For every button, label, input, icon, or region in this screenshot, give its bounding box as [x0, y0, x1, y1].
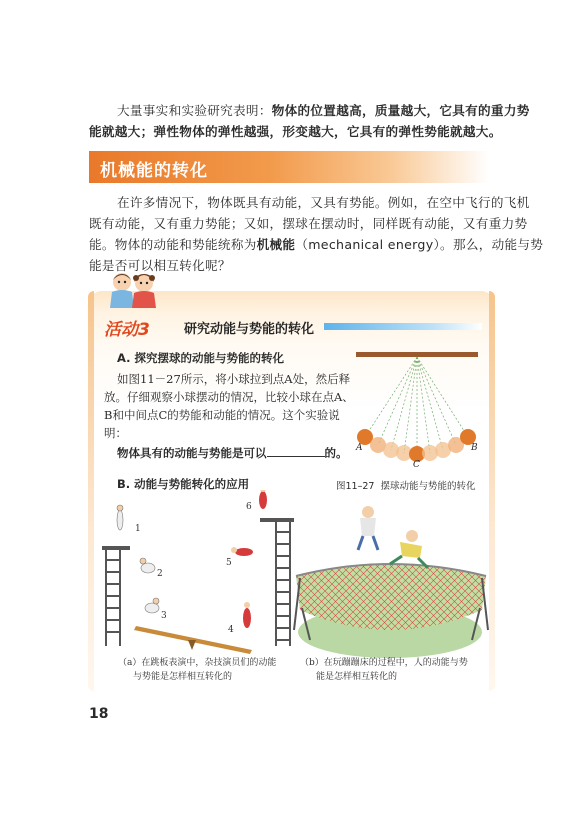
page-number: 18: [89, 706, 109, 722]
section-title: 机械能的转化: [100, 161, 208, 181]
activity-number: 活动3: [104, 320, 150, 340]
part-a-line-1: 如图11－27所示，将小球拉到点A处，然后释: [117, 372, 351, 386]
left-ladder: [106, 548, 120, 646]
pendulum-figure: [346, 348, 486, 473]
caption-a-line-1: （a）在跳板表演中，杂技演员们的动能: [118, 658, 277, 668]
body-line-2: 既有动能，又有重力势能；又如，摆球在摆动时，同样既有动能，又有重力势: [89, 216, 528, 231]
body-line-3-a: 能。物体的动能和势能统称为: [89, 237, 257, 252]
acrobat-number-6: 6: [246, 502, 252, 512]
caption-b-line-2: 能是怎样相互转化的: [316, 672, 398, 682]
part-a-heading: A. 探究摆球的动能与势能的转化: [117, 351, 284, 365]
acrobat-springboard-illustration: [100, 490, 300, 658]
intro-bold: 物体的位置越高，质量越大，它具有的重力势: [271, 103, 530, 118]
caption-b-line-1: （b）在玩蹦蹦床的过程中，人的动能与势: [300, 658, 468, 668]
part-a-conclusion: [117, 444, 348, 461]
body-line-3: [89, 234, 543, 255]
acrobat-number-2: 2: [157, 569, 163, 579]
activity-title: 研究动能与势能的转化: [184, 322, 315, 337]
activity-card-edge-left: [88, 291, 94, 691]
pendulum-balls: [357, 429, 476, 462]
acrobat-number-1: 1: [135, 524, 141, 534]
jumping-children: [358, 506, 428, 568]
figure-caption-11-27: [336, 478, 476, 492]
intro-line-1: [117, 100, 530, 121]
body-line-1: 在许多情况下，物体既具有动能，又具有势能。例如，在空中飞行的飞机: [117, 195, 530, 210]
fill-in-blank: [267, 444, 325, 457]
part-a-line-3: B和中间点C的势能和动能的情况。这个实验说: [104, 408, 340, 422]
caption-a-line-2: 与势能是怎样相互转化的: [133, 672, 233, 682]
acrobat-figures: [117, 490, 267, 628]
figure-caption-text: 摆球动能与势能的转化: [380, 481, 476, 492]
point-c-label: C: [413, 460, 420, 470]
conclusion-text: 物体具有的动能与势能是可以: [117, 446, 267, 460]
part-a-line-2: 放。仔细观察小球摆动的情况，比较小球在点A、: [104, 390, 354, 404]
trampoline-illustration: [290, 500, 490, 658]
acrobat-number-5: 5: [226, 558, 232, 568]
figure-number: 图11–27: [336, 481, 375, 492]
right-ladder: [276, 520, 290, 646]
point-b-label: B: [471, 443, 478, 453]
intro-line-2: 能就越大；弹性物体的弹性越强，形变越大，它具有的弹性势能就越大。: [89, 124, 502, 139]
term-mechanical-energy: 机械能: [256, 237, 296, 252]
pendulum-support-beam: [356, 352, 478, 357]
body-line-4: 能是否可以相互转化呢？: [89, 258, 231, 273]
acrobat-number-3: 3: [161, 611, 167, 621]
point-a-label: A: [356, 443, 363, 453]
body-line-3-b: （mechanical energy）。那么，动能与势: [295, 237, 544, 252]
kids-mascot-illustration: [104, 268, 164, 310]
intro-plain: 大量事实和实验研究表明：: [117, 103, 272, 118]
activity-title-bar: [324, 323, 482, 330]
part-a-line-4: 明：: [104, 426, 127, 440]
acrobat-number-4: 4: [228, 625, 234, 635]
conclusion-end: 的。: [324, 446, 348, 460]
part-b-heading: B. 动能与势能转化的应用: [117, 477, 250, 491]
